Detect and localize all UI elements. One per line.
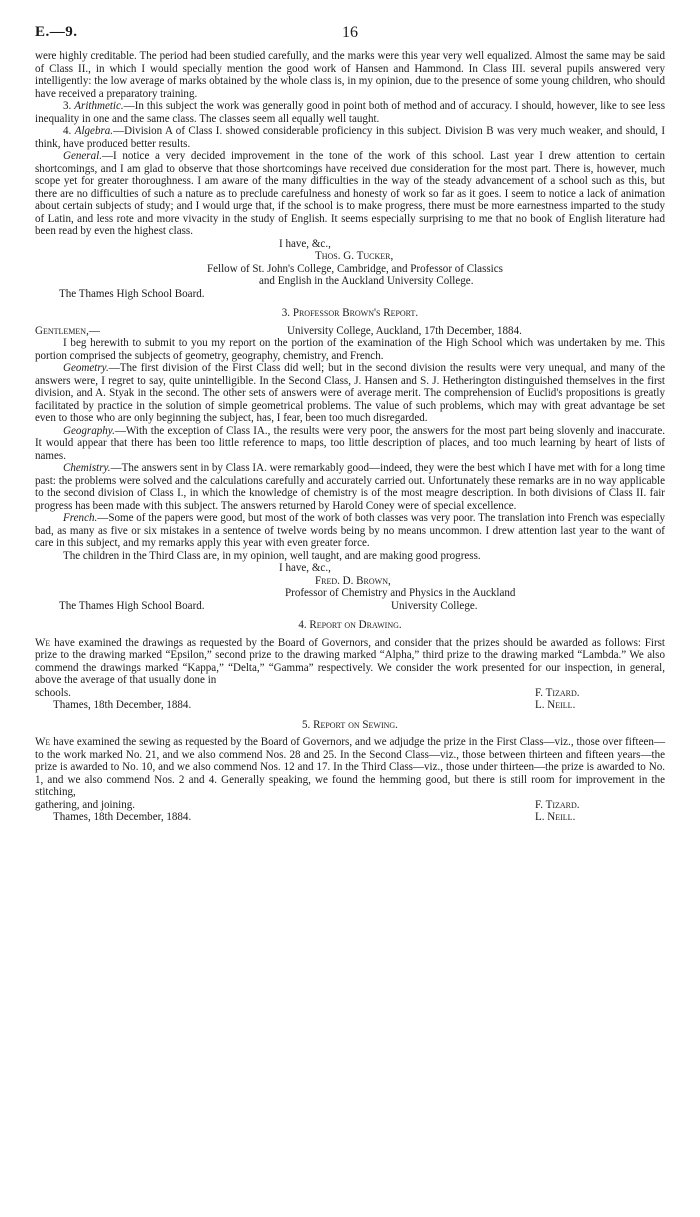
brown-address: University College, Auckland, 17th December, 1884. <box>287 324 522 337</box>
page-header <box>35 24 665 46</box>
tucker-general-paragraph: General.—I notice a very decided improvement in the tone of the work of this school. Last year I drew attention to certain shortcomings, and I am glad to observe that those shortcomings have received due consideration for the most part. There is, however, much scope yet for greater thoroughness. I am aware of the many difficulties in the way of the steady advancement of a school such as this, but there are no difficulties of such a nature as to preclude carefulness and honesty of work so far as it goes. I seem to notice a lack of animation about certain subjects of study; and I would urge that, if the school is to make progress, there must be more earnestness imparted to the study of Latin, and less rote and more vivacity in the study of English. It seems especially surprising to me that no book of English literature had been read by even the highest class. <box>35 150 665 237</box>
tucker-title-line-2: and English in the Auckland University College. <box>259 275 474 287</box>
drawing-paragraph: We have examined the drawings as requested by the Board of Governors, and consider that the prizes should be awarded as follows: First prize to the drawing marked “Epsilon,” second prize to the drawing marked “Alpha,” third prize to the drawing marked “Lambda.” We also commend the drawings marked “Kappa,” “Delta,” “Gamma” respectively. We consider the work presented for our inspection, in general, above the average of that usually done in <box>35 636 665 686</box>
french-heading: French. <box>63 512 98 524</box>
brown-geometry-paragraph: Geometry.—The first division of the First Class did well; but in the second division the results were very unequal, and many of the answers were, I regret to say, quite unintelligible. In the Second Class, J. Hansen and S. J. Hetherington distinguished themselves in the first division, and A. Styak in the second. The other sets of answers were of average merit. The comprehension of Euclid's propositions is greatly facilitated by practice in the solution of simple geometrical problems. The value of such problems, which may with great advantage be set even to those who are only beginning the subject, has, I fear, been too much disregarded. <box>35 362 665 424</box>
drawing-signature-1: F. Tizard. <box>535 686 580 699</box>
sewing-final-row <box>35 799 665 812</box>
tucker-algebra-paragraph: 4. Algebra.—Division A of Class I. showed considerable proficiency in this subject. Division B was very much weaker, and should, I think, have produced better results. <box>35 125 665 150</box>
sewing-date: Thames, 18th December, 1884. <box>53 811 192 823</box>
sewing-date-row <box>35 811 665 824</box>
sewing-report <box>35 719 665 824</box>
brown-report-title: 3. Professor Brown's Report. <box>281 307 419 319</box>
brown-salutation-row <box>35 325 665 338</box>
brown-sign-off: I have, &c., <box>279 562 331 574</box>
tucker-signature: Thos. G. Tucker, <box>315 250 394 262</box>
brown-addressee: The Thames High School Board. <box>59 599 205 612</box>
brown-geography-paragraph: Geography.—With the exception of Class IA., the results were very poor, the answers for the most part being slovenly and inaccurate. It would appear that there has been too little reference to maps, too little description of places, and too much learning by heart of lists of names. <box>35 424 665 462</box>
page-number: 16 <box>342 24 358 41</box>
brown-chemistry-paragraph: Chemistry.—The answers sent in by Class IA. were remarkably good—indeed, they were the best which I have met with for a long time past: the problems were solved and the calculations carefully and accurately carried out. Unfortunately these remarks are in no way applicable to the second division of Class I., in which the knowledge of chemistry is of the most meagre description. In both divisions of Class II. fair progress has been made with this subject. The answers returned by Harold Coney were of special excellence. <box>35 462 665 512</box>
drawing-date: Thames, 18th December, 1884. <box>53 699 192 711</box>
algebra-heading: Algebra. <box>74 125 114 137</box>
drawing-final-row <box>35 687 665 700</box>
sewing-paragraph: We have examined the sewing as requested by the Board of Governors, and we adjudge the prize in the First Class—viz., those over fifteen—to the work marked No. 21, and we also commend Nos. 28 and 25. In the Second Class—viz., those between thirteen and fifteen years—the prize is awarded to No. 10, and we also commend Nos. 12 and 17. In the Third Class—viz., those under thirteen—the prize is awarded to No. 1, and we also commend Nos. 2 and 4. Generally speaking, we found the hemming good, but there is still room for improvement in the stitching, <box>35 736 665 798</box>
sewing-report-title: 5. Report on Sewing. <box>302 718 398 731</box>
geography-heading: Geography. <box>63 424 115 437</box>
tucker-report-continuation <box>35 50 665 300</box>
drawing-report-title: 4. Report on Drawing. <box>298 619 402 631</box>
drawing-date-row <box>35 699 665 712</box>
general-heading: General. <box>63 150 102 162</box>
document-reference: E.—9. <box>35 24 78 40</box>
brown-title-line-1: Professor of Chemistry and Physics in the Auckland <box>285 587 516 599</box>
page-body <box>35 50 665 824</box>
tucker-paragraph-1: were highly creditable. The period had been studied carefully, and the marks were this year very well equalized. Almost the same may be said of Class II., in which I would specially mention the good work of Hansen and Hammond. In Class III. several pupils answered very intelligently: the low average of marks obtained by the whole class is, in my opinion, due to the presence of some young children, who should have received a preparatory training. <box>35 50 665 100</box>
brown-french-paragraph: French.—Some of the papers were good, but most of the work of both classes was very poor. The translation into French was especially bad, as many as five or six mistakes in a sentence of twelve words being by no means uncommon. I drew attention last year to the want of care in this subject, and my remarks apply this year with even greater force. <box>35 512 665 549</box>
brown-report <box>35 307 665 612</box>
brown-salutation: Gentlemen,— <box>35 324 100 337</box>
tucker-arithmetic-paragraph: 3. Arithmetic.—In this subject the work was generally good in point both of method and of accuracy. I should, however, like to see less inequality in one and the same class. The classes seem all equally well taught. <box>35 100 665 125</box>
sewing-last-line: gathering, and joining. <box>35 798 136 811</box>
brown-title-line-2: University College. <box>391 599 478 612</box>
tucker-addressee: The Thames High School Board. <box>59 287 205 300</box>
drawing-last-line: schools. <box>35 686 71 699</box>
arithmetic-heading: Arithmetic. <box>74 100 124 112</box>
tucker-title-line-1: Fellow of St. John's College, Cambridge, and Professor of Classics <box>207 262 503 275</box>
brown-closing-paragraph: The children in the Third Class are, in my opinion, well taught, and are making good progress. <box>63 549 481 562</box>
brown-signature: Fred. D. Brown, <box>315 574 391 587</box>
brown-intro-paragraph: I beg herewith to submit to you my report on the portion of the examination of the High School which was undertaken by me. This portion comprised the subjects of geometry, geography, chemistry, and French. <box>35 337 665 362</box>
geometry-heading: Geometry. <box>63 362 109 374</box>
chemistry-heading: Chemistry. <box>63 462 111 474</box>
drawing-signature-2: L. Neill. <box>535 699 576 711</box>
sewing-signature-1: F. Tizard. <box>535 798 580 811</box>
sewing-signature-2: L. Neill. <box>535 811 576 823</box>
brown-addressee-row <box>35 600 665 613</box>
drawing-report <box>35 619 665 712</box>
tucker-sign-off: I have, &c., <box>279 237 331 250</box>
